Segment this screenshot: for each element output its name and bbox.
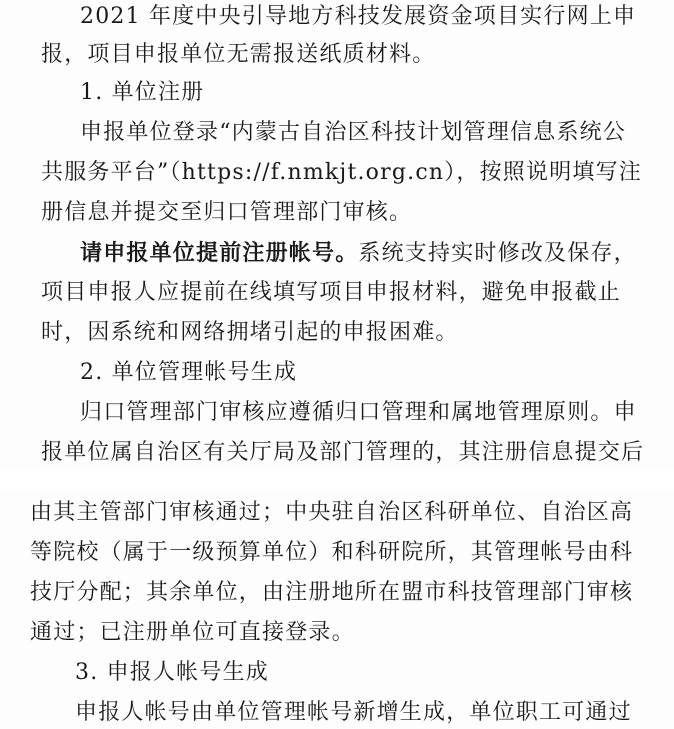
paragraph-line: 由其主管部门审核通过；中央驻自治区科研单位、自治区高 <box>30 500 634 525</box>
paragraph-line: 申报人帐号由单位管理帐号新增生成，单位职工可通过 <box>75 700 632 725</box>
paragraph-line: 报单位属自治区有关厅局及部门管理的，其注册信息提交后 <box>41 440 645 465</box>
section-heading-applicant-account: 3. 申报人帐号生成 <box>75 660 269 685</box>
paragraph-line: 归口管理部门审核应遵循归口管理和属地管理原则。申 <box>80 400 637 425</box>
paragraph-text: 系统支持实时修改及保存， <box>358 241 637 266</box>
page-break-gap <box>0 470 674 490</box>
paragraph-line: 等院校（属于一级预算单位）和科研院所，其管理帐号由科 <box>30 540 634 565</box>
paragraph-line: 技厅分配；其余单位，由注册地所在盟市科技管理部门审核 <box>30 580 634 605</box>
paragraph-line: 项目申报人应提前在线填写项目申报材料，避免申报截止 <box>41 280 622 305</box>
paragraph-line: 共服务平台”（https://f.nmkjt.org.cn），按照说明填写注 <box>41 160 643 185</box>
paragraph-line: 报，项目申报单位无需报送纸质材料。 <box>41 42 436 67</box>
emphasis-text: 请申报单位提前注册帐号。 <box>80 240 359 266</box>
paragraph-line: 册信息并提交至归口管理部门审核。 <box>41 200 413 225</box>
section-heading-unit-registration: 1. 单位注册 <box>80 80 205 105</box>
paragraph-line: 申报单位登录“内蒙古自治区科技计划管理信息系统公 <box>80 120 627 145</box>
paragraph-line <box>80 238 637 269</box>
paragraph-line: 时，因系统和网络拥堵引起的申报困难。 <box>41 320 459 345</box>
paragraph-line: 2021 年度中央引导地方科技发展资金项目实行网上申 <box>80 4 637 29</box>
section-heading-account-generation: 2. 单位管理帐号生成 <box>80 360 298 385</box>
paragraph-line: 通过；已注册单位可直接登录。 <box>30 620 355 645</box>
